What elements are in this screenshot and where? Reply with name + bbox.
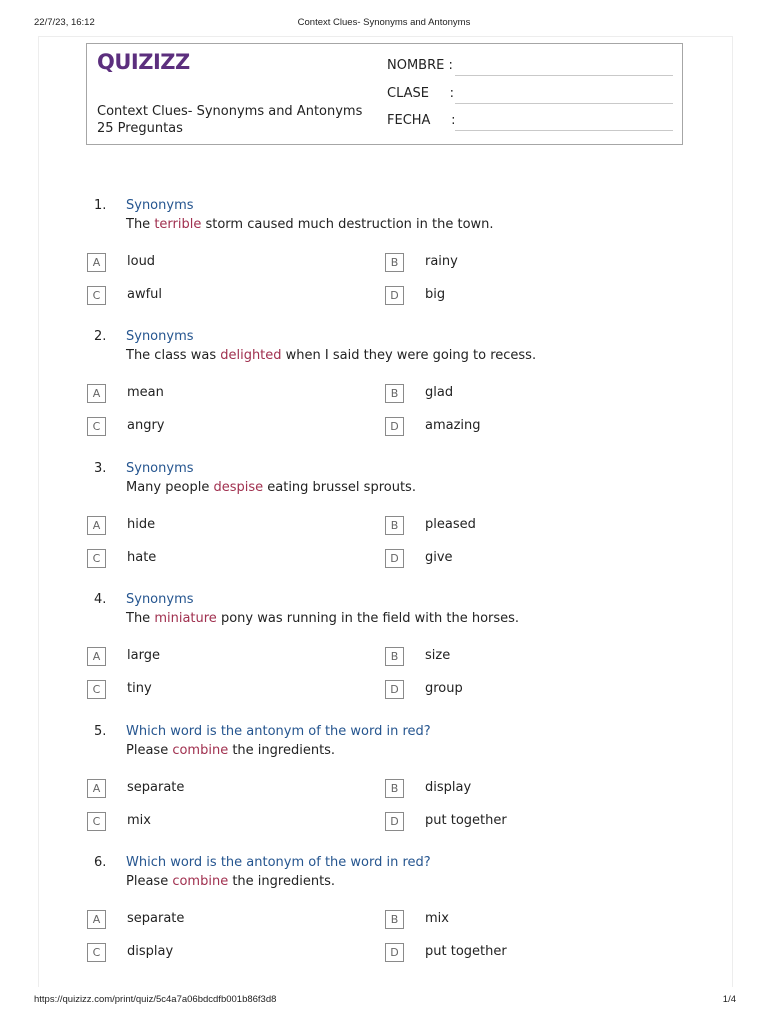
option-letter-box[interactable]: D xyxy=(385,417,404,436)
option-text: mean xyxy=(127,385,164,400)
option-text: angry xyxy=(127,418,165,433)
option-text: mix xyxy=(127,813,151,828)
class-line[interactable] xyxy=(455,103,673,104)
option-text: hide xyxy=(127,517,156,532)
option-letter-box[interactable]: C xyxy=(87,286,106,305)
option-letter-box[interactable]: C xyxy=(87,417,106,436)
print-url: https://quizizz.com/print/quiz/5c4a7a06bdcdfb001b86f3d8 xyxy=(34,994,277,1005)
question-text xyxy=(126,217,494,232)
print-title: Context Clues- Synonyms and Antonyms xyxy=(297,17,471,28)
option-letter-box[interactable]: D xyxy=(385,680,404,699)
option-text: amazing xyxy=(425,418,481,433)
question-number: 5. xyxy=(94,724,107,739)
option-letter-box[interactable]: C xyxy=(87,680,106,699)
quiz-header xyxy=(86,43,683,145)
option-text: mix xyxy=(425,911,449,926)
option-text: loud xyxy=(127,254,156,269)
question-text-before: Please xyxy=(126,874,173,889)
option-text: glad xyxy=(425,385,454,400)
question-4 xyxy=(0,592,768,723)
question-text xyxy=(126,611,519,626)
option-letter-box[interactable]: B xyxy=(385,253,404,272)
option-text: put together xyxy=(425,813,507,828)
option-letter-box[interactable]: A xyxy=(87,516,106,535)
option-text: large xyxy=(127,648,160,663)
highlighted-word: despise xyxy=(213,480,264,495)
print-page-number: 1/4 xyxy=(722,994,736,1005)
option-text: group xyxy=(425,681,463,696)
question-text-after: pony was running in the field with the horses. xyxy=(216,611,520,626)
question-text-before: The class was xyxy=(126,348,221,363)
option-letter-box[interactable]: C xyxy=(87,549,106,568)
option-letter-box[interactable]: A xyxy=(87,253,106,272)
option-letter-box[interactable]: B xyxy=(385,384,404,403)
question-type: Which word is the antonym of the word in red? xyxy=(126,724,431,739)
option-letter-box[interactable]: A xyxy=(87,779,106,798)
highlighted-word: combine xyxy=(172,874,229,889)
highlighted-word: miniature xyxy=(154,611,217,626)
question-text xyxy=(126,874,335,889)
option-text: awful xyxy=(127,287,163,302)
question-text xyxy=(126,348,536,363)
question-6 xyxy=(0,855,768,986)
question-type: Synonyms xyxy=(126,592,194,607)
option-text: rainy xyxy=(425,254,458,269)
highlighted-word: delighted xyxy=(220,348,282,363)
option-letter-box[interactable]: B xyxy=(385,779,404,798)
question-text-after: eating brussel sprouts. xyxy=(263,480,416,495)
name-line[interactable] xyxy=(455,75,673,76)
option-text: big xyxy=(425,287,446,302)
print-date: 22/7/23, 16:12 xyxy=(34,17,95,28)
question-5 xyxy=(0,724,768,855)
option-letter-box[interactable]: D xyxy=(385,812,404,831)
option-letter-box[interactable]: A xyxy=(87,384,106,403)
option-text: put together xyxy=(425,944,507,959)
question-3 xyxy=(0,461,768,592)
question-type: Synonyms xyxy=(126,329,194,344)
question-text-after: the ingredients. xyxy=(228,874,336,889)
option-letter-box[interactable]: D xyxy=(385,549,404,568)
question-number: 4. xyxy=(94,592,107,607)
question-text-before: The xyxy=(126,611,155,626)
date-line[interactable] xyxy=(455,130,673,131)
option-text: display xyxy=(425,780,472,795)
highlighted-word: combine xyxy=(172,743,229,758)
question-2 xyxy=(0,329,768,460)
option-text: tiny xyxy=(127,681,152,696)
option-letter-box[interactable]: C xyxy=(87,812,106,831)
date-label: FECHA : xyxy=(387,113,456,128)
option-text: size xyxy=(425,648,451,663)
question-number: 1. xyxy=(94,198,107,213)
question-text-after: the ingredients. xyxy=(228,743,336,758)
class-label: CLASE : xyxy=(387,86,455,101)
question-number: 6. xyxy=(94,855,107,870)
option-text: separate xyxy=(127,780,185,795)
quiz-title: Context Clues- Synonyms and Antonyms xyxy=(97,104,363,119)
option-text: pleased xyxy=(425,517,476,532)
question-count: 25 Preguntas xyxy=(97,121,183,136)
question-number: 2. xyxy=(94,329,107,344)
quizizz-logo: QUIZIZZ xyxy=(97,50,190,74)
option-letter-box[interactable]: A xyxy=(87,910,106,929)
name-label: NOMBRE : xyxy=(387,58,453,73)
question-text-after: storm caused much destruction in the town. xyxy=(201,217,494,232)
option-letter-box[interactable]: B xyxy=(385,516,404,535)
question-type: Synonyms xyxy=(126,198,194,213)
option-letter-box[interactable]: C xyxy=(87,943,106,962)
option-text: separate xyxy=(127,911,185,926)
option-letter-box[interactable]: D xyxy=(385,943,404,962)
option-letter-box[interactable]: D xyxy=(385,286,404,305)
question-1 xyxy=(0,198,768,329)
question-text xyxy=(126,743,335,758)
question-text xyxy=(126,480,416,495)
question-text-before: Many people xyxy=(126,480,214,495)
option-text: hate xyxy=(127,550,157,565)
question-text-before: The xyxy=(126,217,155,232)
question-text-after: when I said they were going to recess. xyxy=(281,348,537,363)
option-text: display xyxy=(127,944,174,959)
option-letter-box[interactable]: B xyxy=(385,647,404,666)
highlighted-word: terrible xyxy=(154,217,202,232)
option-text: give xyxy=(425,550,453,565)
question-type: Which word is the antonym of the word in red? xyxy=(126,855,431,870)
option-letter-box[interactable]: B xyxy=(385,910,404,929)
question-number: 3. xyxy=(94,461,107,476)
question-type: Synonyms xyxy=(126,461,194,476)
option-letter-box[interactable]: A xyxy=(87,647,106,666)
question-text-before: Please xyxy=(126,743,173,758)
